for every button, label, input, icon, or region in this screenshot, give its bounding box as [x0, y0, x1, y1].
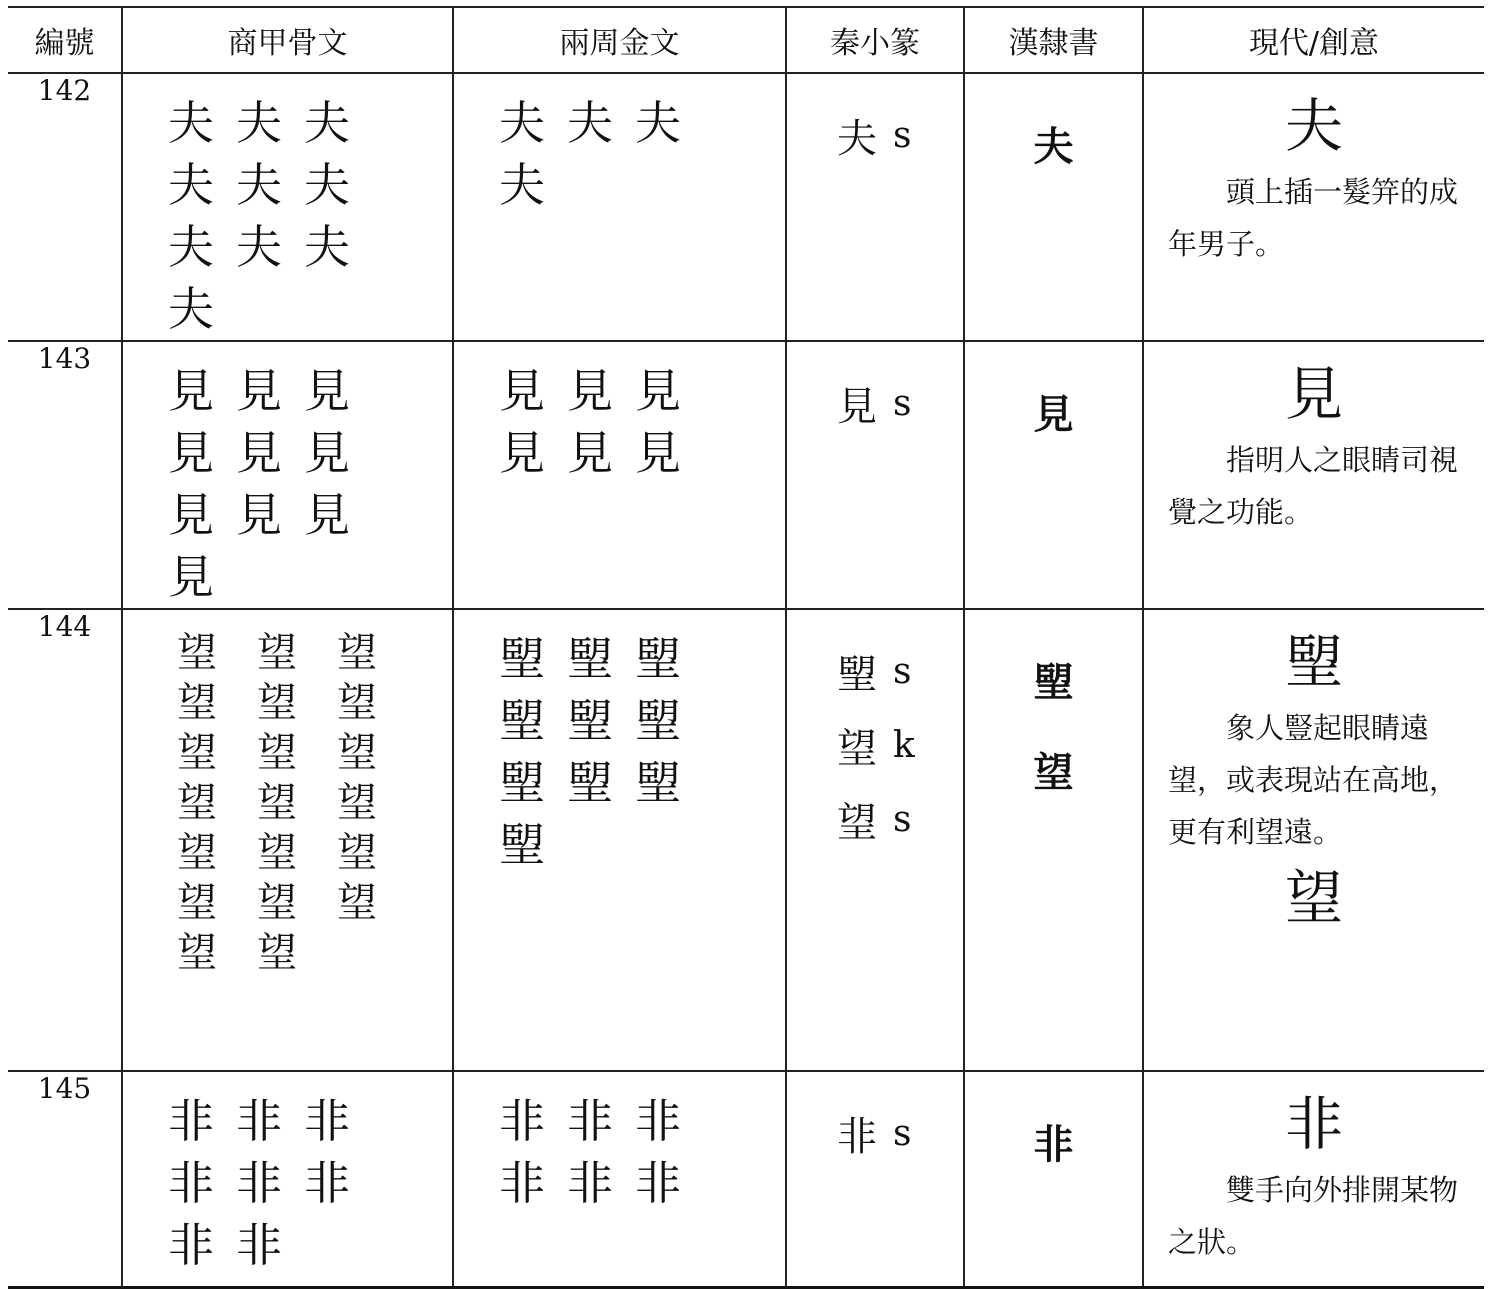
bronze-glyph: 朢: [499, 818, 545, 872]
oracle-bone-glyph: 望: [257, 680, 297, 726]
bronze-glyph: 見: [567, 364, 613, 418]
oracle-bone-glyph: 望: [337, 880, 377, 926]
seal-entry: [837, 782, 963, 856]
oracle-bone-glyph: 望: [177, 930, 217, 976]
oracle-bone-glyph: 望: [257, 830, 297, 876]
seal-cell: [786, 341, 964, 609]
clerical-glyph: 見: [1033, 392, 1074, 438]
modern-cell: [1143, 73, 1484, 341]
bronze-glyph: 見: [499, 426, 545, 480]
bronze-cell: [453, 609, 786, 1071]
oracle-bone-glyph: 望: [257, 930, 297, 976]
seal-cell: [786, 1071, 964, 1287]
seal-source-code: s: [893, 114, 912, 156]
bronze-glyph: 非: [567, 1094, 613, 1148]
bronze-glyph: 見: [499, 364, 545, 418]
character-explanation: 頭上插一髮笄的成年男子。: [1168, 175, 1459, 261]
bronze-glyph: 夫: [499, 96, 545, 150]
character-explanation: 雙手向外排開某物之狀。: [1168, 1173, 1459, 1259]
character-evolution-table: [8, 6, 1484, 1289]
seal-entry: [837, 98, 963, 172]
oracle-cell: [122, 341, 453, 609]
seal-entry: [837, 708, 963, 782]
clerical-glyph: 夫: [1033, 124, 1074, 170]
bronze-glyph: 非: [499, 1156, 545, 1210]
seal-glyph: 朢: [837, 651, 877, 698]
seal-cell: [786, 609, 964, 1071]
modern-character: 見: [1284, 360, 1343, 428]
oracle-bone-glyph: 望: [257, 730, 297, 776]
oracle-bone-glyph: 非: [168, 1156, 214, 1210]
oracle-bone-glyph: 見: [168, 364, 214, 418]
bronze-glyph: 非: [635, 1156, 681, 1210]
oracle-bone-glyph: 夫: [304, 220, 350, 274]
modern-character: 非: [1284, 1090, 1343, 1158]
oracle-bone-glyph: 望: [337, 830, 377, 876]
header-clerical: 漢隸書: [964, 7, 1143, 73]
bronze-glyph: 見: [635, 426, 681, 480]
oracle-bone-glyph: 夫: [304, 96, 350, 150]
oracle-bone-glyph: 見: [236, 488, 282, 542]
bronze-glyph: 見: [567, 426, 613, 480]
oracle-bone-glyph: 夫: [236, 220, 282, 274]
oracle-bone-glyph: 非: [236, 1094, 282, 1148]
seal-source-code: s: [893, 650, 912, 692]
seal-glyph: 夫: [837, 115, 877, 162]
oracle-bone-glyph: 夫: [304, 158, 350, 212]
header-oracle-bone: 商甲骨文: [122, 7, 453, 73]
seal-glyph: 望: [837, 725, 877, 772]
oracle-bone-glyph: 望: [177, 830, 217, 876]
clerical-glyph: 朢: [1033, 660, 1074, 706]
bronze-glyph: 朢: [635, 694, 681, 748]
oracle-bone-glyph: 望: [337, 630, 377, 676]
oracle-bone-glyph: 夫: [168, 158, 214, 212]
oracle-bone-glyph: 見: [168, 488, 214, 542]
modern-cell: [1143, 1071, 1484, 1287]
table-row: [8, 609, 1484, 1071]
oracle-cell: [122, 73, 453, 341]
header-row: [8, 7, 1484, 73]
oracle-bone-glyph: 見: [168, 550, 214, 604]
oracle-bone-glyph: 望: [177, 730, 217, 776]
bronze-glyph: 夫: [567, 96, 613, 150]
seal-source-code: s: [893, 382, 912, 424]
oracle-bone-glyph: 非: [236, 1156, 282, 1210]
oracle-bone-glyph: 望: [257, 880, 297, 926]
oracle-bone-glyph: 非: [304, 1156, 350, 1210]
seal-glyph: 非: [837, 1113, 877, 1160]
bronze-glyph: 見: [635, 364, 681, 418]
oracle-bone-glyph: 望: [177, 630, 217, 676]
modern-character: 望: [1284, 864, 1343, 932]
bronze-glyph: 朢: [635, 756, 681, 810]
oracle-bone-glyph: 非: [168, 1094, 214, 1148]
bronze-glyph: 朢: [499, 694, 545, 748]
oracle-bone-glyph: 望: [177, 680, 217, 726]
oracle-bone-glyph: 見: [236, 364, 282, 418]
bronze-glyph: 朢: [567, 694, 613, 748]
oracle-bone-glyph: 見: [168, 426, 214, 480]
entry-number: 142: [8, 73, 122, 341]
seal-cell: [786, 73, 964, 341]
seal-source-code: s: [893, 1112, 912, 1154]
clerical-glyph: 望: [1033, 750, 1074, 796]
seal-glyph: 見: [837, 383, 877, 430]
oracle-bone-glyph: 望: [337, 730, 377, 776]
table-row: [8, 341, 1484, 609]
oracle-bone-glyph: 望: [177, 880, 217, 926]
oracle-cell: [122, 609, 453, 1071]
oracle-bone-glyph: 望: [257, 780, 297, 826]
header-modern: 現代/創意: [1143, 7, 1484, 73]
oracle-bone-glyph: 見: [304, 426, 350, 480]
modern-character: 朢: [1284, 628, 1343, 696]
clerical-glyph: 非: [1033, 1122, 1074, 1168]
oracle-bone-glyph: 望: [257, 630, 297, 676]
entry-number: 144: [8, 609, 122, 1071]
oracle-bone-glyph: 見: [304, 364, 350, 418]
bronze-glyph: 朢: [499, 632, 545, 686]
bronze-glyph: 朢: [635, 632, 681, 686]
character-explanation: 指明人之眼睛司視覺之功能。: [1168, 443, 1459, 529]
modern-character: 夫: [1284, 92, 1343, 160]
oracle-cell: [122, 1071, 453, 1287]
clerical-cell: [964, 1071, 1143, 1287]
bronze-cell: [453, 73, 786, 341]
seal-source-code: k: [893, 724, 915, 766]
oracle-bone-glyph: 非: [168, 1218, 214, 1272]
bronze-glyph: 朢: [567, 756, 613, 810]
bronze-cell: [453, 341, 786, 609]
oracle-bone-glyph: 夫: [168, 282, 214, 336]
oracle-bone-glyph: 夫: [236, 158, 282, 212]
oracle-bone-glyph: 見: [236, 426, 282, 480]
clerical-cell: [964, 73, 1143, 341]
oracle-bone-glyph: 望: [177, 780, 217, 826]
oracle-bone-glyph: 望: [337, 780, 377, 826]
oracle-bone-glyph: 見: [304, 488, 350, 542]
bronze-glyph: 夫: [635, 96, 681, 150]
seal-glyph: 望: [837, 799, 877, 846]
header-number: 編號: [8, 7, 122, 73]
modern-cell: [1143, 341, 1484, 609]
header-bronze: 兩周金文: [453, 7, 786, 73]
bronze-glyph: 朢: [499, 756, 545, 810]
character-explanation: 象人豎起眼睛遠望，或表現站在高地，更有利望遠。: [1168, 711, 1459, 849]
oracle-bone-glyph: 非: [304, 1094, 350, 1148]
table-row: [8, 1071, 1484, 1287]
oracle-bone-glyph: 夫: [168, 220, 214, 274]
seal-source-code: s: [893, 798, 912, 840]
entry-number: 145: [8, 1071, 122, 1287]
seal-entry: [837, 1096, 963, 1170]
clerical-cell: [964, 609, 1143, 1071]
bronze-glyph: 朢: [567, 632, 613, 686]
bronze-glyph: 非: [499, 1094, 545, 1148]
oracle-bone-glyph: 夫: [236, 96, 282, 150]
oracle-bone-glyph: 非: [236, 1218, 282, 1272]
oracle-bone-glyph: 望: [337, 680, 377, 726]
clerical-cell: [964, 341, 1143, 609]
table-row: [8, 73, 1484, 341]
modern-cell: [1143, 609, 1484, 1071]
bronze-cell: [453, 1071, 786, 1287]
bronze-glyph: 夫: [499, 158, 545, 212]
bronze-glyph: 非: [567, 1156, 613, 1210]
header-small-seal: 秦小篆: [786, 7, 964, 73]
entry-number: 143: [8, 341, 122, 609]
bronze-glyph: 非: [635, 1094, 681, 1148]
seal-entry: [837, 366, 963, 440]
seal-entry: [837, 634, 963, 708]
oracle-bone-glyph: 夫: [168, 96, 214, 150]
